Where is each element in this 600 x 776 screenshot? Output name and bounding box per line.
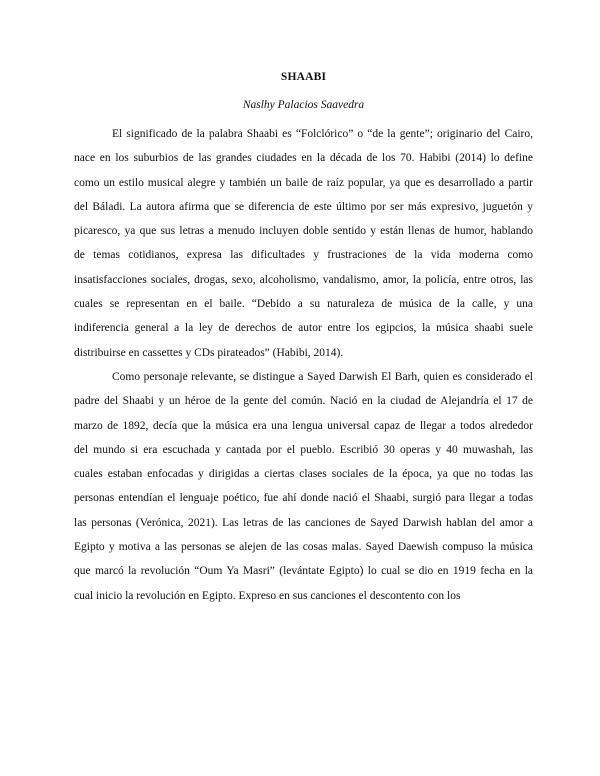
paragraph-2 — [74, 365, 533, 608]
text-line: del Báladi. La autora afirma que se diferencia de este último por ser más expresivo, juguetón y — [74, 200, 533, 213]
document-title: SHAABI — [280, 71, 327, 83]
text-line: Como personaje relevante, se distingue a Sayed Darwish El Barh, quien es considerado el — [112, 370, 533, 383]
text-line: indiferencia general a la ley de derechos de autor entre los egipcios, la música shaabi suele — [74, 322, 533, 335]
text-line: cuales estaban enfocadas y dirigidas a ciertas clases sociales de la época, ya que no todas las — [74, 468, 533, 481]
paragraph-1 — [74, 122, 533, 365]
text-line: Egipto y motiva a las personas se alejen de las cosas malas. Sayed Daewish compuso la música — [74, 541, 533, 554]
text-line: padre del Shaabi y un héroe de la gente del común. Nació en la ciudad de Alejandría el 17 de — [74, 395, 533, 408]
text-line: del mundo si era escuchada y cantada por el pueblo. Escribió 30 operas y 40 muwashah, las — [74, 443, 533, 456]
text-line: picaresco, ya que sus letras a menudo incluyen doble sentido y están llenas de humor, hablando — [74, 225, 533, 238]
text-line: marzo de 1892, decía que la música era una lengua universal capaz de llegar a todos alrededor — [74, 419, 533, 432]
text-line: cual inicio la revolución en Egipto. Expreso en sus canciones el descontento con los — [74, 589, 461, 602]
text-line: que marcó la revolución “Oum Ya Masri” (levántate Egipto) lo cual se dio en 1919 fecha en la — [74, 565, 533, 578]
text-line: El significado de la palabra Shaabi es “Folclórico” o “de la gente”; originario del Cairo, — [112, 128, 533, 140]
text-line: personas entendían el lenguaje poético, fue ahí donde nació el Shaabi, surgió para llegar a todas — [74, 492, 533, 505]
text-line: de temas cotidianos, expresa las dificultades y frustraciones de la vida moderna como — [74, 249, 533, 262]
document-author: Naslhy Palacios Saavedra — [242, 99, 365, 111]
text-line: insatisfacciones sociales, drogas, sexo, alcoholismo, vandalismo, amor, la policía, entre otros, las — [74, 273, 533, 286]
text-line: como un estilo musical alegre y también un baile de raíz popular, ya que es desarrollado a partir — [74, 176, 533, 189]
text-line: distribuirse en cassettes y CDs pirateados” (Habibi, 2014). — [74, 346, 344, 359]
text-line: cuales se representan en el baile. “Debido a su naturaleza de música de la calle, y una — [74, 298, 533, 311]
text-line: nace en los suburbios de las grandes ciudades en la década de los 70. Habibi (2014) lo define — [74, 152, 533, 165]
text-line: las personas (Verónica, 2021). Las letras de las canciones de Sayed Darwish hablan del amor a — [74, 516, 533, 529]
